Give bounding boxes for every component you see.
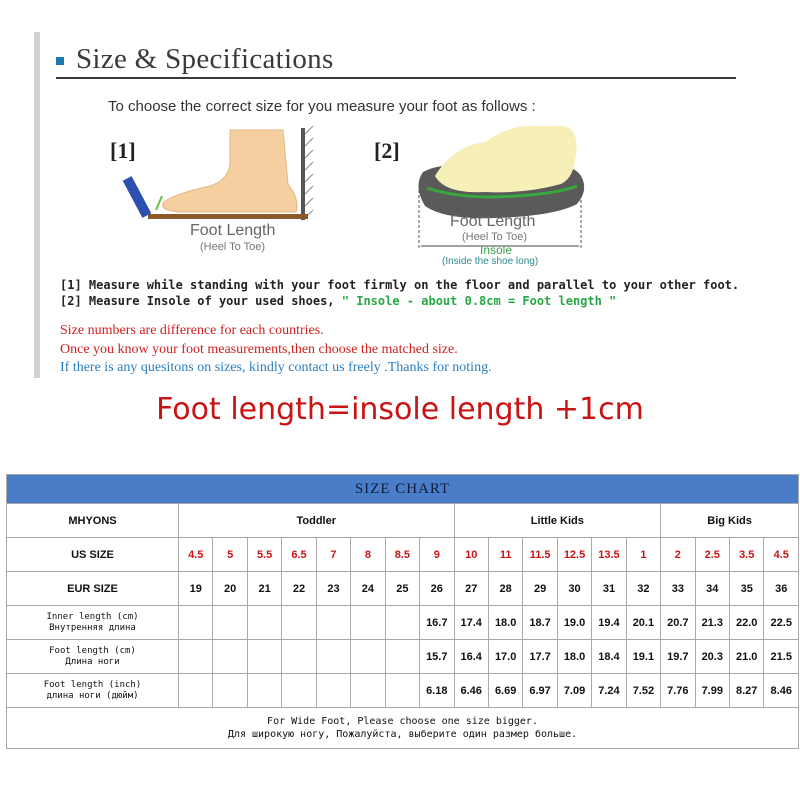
eur-size-cell: 33 <box>661 572 695 606</box>
us-size-cell: 4.5 <box>764 538 799 572</box>
note-countries: Size numbers are difference for each countries. <box>60 323 324 338</box>
inner-length-cell: 16.7 <box>420 606 454 640</box>
headline: Foot length=insole length +1cm <box>156 392 644 427</box>
foot-length-cm-cell: 15.7 <box>420 640 454 674</box>
foot-length-inch-cell <box>351 674 385 708</box>
inner-length-cell <box>213 606 247 640</box>
note-matched-size: Once you know your foot measurements,then choose the matched size. <box>60 342 458 357</box>
inner-length-cell: 18.7 <box>523 606 557 640</box>
us-size-cell: 13.5 <box>592 538 626 572</box>
foot-length-inch-label-ru: длина ноги (дюйм) <box>46 690 139 701</box>
eur-size-cell: 22 <box>282 572 316 606</box>
inner-length-cell: 17.4 <box>454 606 488 640</box>
foot-length-cm-cell <box>385 640 419 674</box>
spec-title-row <box>56 42 334 76</box>
inner-length-cell: 19.4 <box>592 606 626 640</box>
eur-size-cell: 21 <box>247 572 281 606</box>
us-size-cell: 11.5 <box>523 538 557 572</box>
foot-length-inch-cell <box>385 674 419 708</box>
foot-length-cm-cell <box>213 640 247 674</box>
inner-length-cell <box>179 606 213 640</box>
foot-length-cm-cell <box>282 640 316 674</box>
foot-length-inch-cell: 7.76 <box>661 674 695 708</box>
instruction-2 <box>60 294 616 308</box>
foot-length-inch-cell: 8.27 <box>730 674 764 708</box>
inner-length-cell: 22.5 <box>764 606 799 640</box>
inner-length-cell: 21.3 <box>695 606 729 640</box>
foot-length-cm-label <box>7 640 179 674</box>
us-size-cell: 6.5 <box>282 538 316 572</box>
spec-title: Size & Specifications <box>76 42 334 75</box>
foot-length-inch-cell: 6.46 <box>454 674 488 708</box>
inner-length-cell: 22.0 <box>730 606 764 640</box>
eur-size-cell: 32 <box>626 572 660 606</box>
title-bullet-icon <box>56 57 64 65</box>
eur-size-label: EUR SIZE <box>7 572 179 606</box>
us-size-cell: 2.5 <box>695 538 729 572</box>
size-chart-title: SIZE CHART <box>7 475 799 504</box>
eur-size-cell: 20 <box>213 572 247 606</box>
foot-length-cm-cell <box>179 640 213 674</box>
foot-length-cm-cell <box>247 640 281 674</box>
us-size-cell: 12.5 <box>557 538 591 572</box>
fig1-caption: Foot Length <box>190 222 276 239</box>
eur-size-cell: 36 <box>764 572 799 606</box>
foot-length-inch-cell: 7.09 <box>557 674 591 708</box>
footnote-ru: Для широкую ногу, Пожалуйста, выберите один размер больше. <box>227 729 578 740</box>
eur-size-cell: 35 <box>730 572 764 606</box>
foot-length-cm-cell: 19.1 <box>626 640 660 674</box>
note-contact: If there is any quesitons on sizes, kindly contact us freely .Thanks for noting. <box>60 360 492 375</box>
footnote-en: For Wide Foot, Please choose one size bigger. <box>267 716 538 727</box>
inner-length-cell: 18.0 <box>488 606 522 640</box>
us-size-cell: 1 <box>626 538 660 572</box>
eur-size-cell: 25 <box>385 572 419 606</box>
foot-length-inch-cell: 7.24 <box>592 674 626 708</box>
foot-length-inch-label <box>7 674 179 708</box>
foot-length-cm-cell: 18.4 <box>592 640 626 674</box>
eur-size-cell: 24 <box>351 572 385 606</box>
us-size-cell: 8 <box>351 538 385 572</box>
fig1-subcaption: (Heel To Toe) <box>200 241 266 253</box>
eur-size-cell: 28 <box>488 572 522 606</box>
foot-length-inch-cell: 6.69 <box>488 674 522 708</box>
us-size-cell: 7 <box>316 538 350 572</box>
inner-length-cell <box>385 606 419 640</box>
eur-size-cell: 27 <box>454 572 488 606</box>
eur-size-cell: 26 <box>420 572 454 606</box>
group-big-kids: Big Kids <box>661 504 799 538</box>
us-size-cell: 5 <box>213 538 247 572</box>
inner-length-cell <box>247 606 281 640</box>
foot-length-cm-cell: 16.4 <box>454 640 488 674</box>
size-chart-footnote <box>7 708 799 749</box>
us-size-cell: 2 <box>661 538 695 572</box>
foot-length-inch-cell: 8.46 <box>764 674 799 708</box>
foot-length-inch-cell <box>316 674 350 708</box>
size-chart-table <box>6 474 799 749</box>
inner-length-cell <box>316 606 350 640</box>
group-little-kids: Little Kids <box>454 504 661 538</box>
foot-length-inch-cell <box>213 674 247 708</box>
foot-length-cm-cell: 21.0 <box>730 640 764 674</box>
foot-length-inch-cell: 7.52 <box>626 674 660 708</box>
foot-length-cm-cell: 17.7 <box>523 640 557 674</box>
eur-size-cell: 34 <box>695 572 729 606</box>
eur-size-cell: 30 <box>557 572 591 606</box>
inner-length-cell: 20.1 <box>626 606 660 640</box>
us-size-cell: 8.5 <box>385 538 419 572</box>
foot-length-inch-cell: 6.97 <box>523 674 557 708</box>
step2-label: [2] <box>374 138 400 163</box>
group-toddler: Toddler <box>179 504 455 538</box>
foot-length-inch-cell <box>179 674 213 708</box>
foot-length-inch-cell: 7.99 <box>695 674 729 708</box>
fig2-insole-label: Insole <box>480 243 513 257</box>
us-size-label: US SIZE <box>7 538 179 572</box>
inner-length-cell <box>351 606 385 640</box>
us-size-cell: 10 <box>454 538 488 572</box>
foot-length-cm-label-en: Foot length (cm) <box>49 645 136 656</box>
foot-length-cm-cell: 19.7 <box>661 640 695 674</box>
foot-length-cm-cell: 17.0 <box>488 640 522 674</box>
brand-label: MHYONS <box>7 504 179 538</box>
us-size-cell: 5.5 <box>247 538 281 572</box>
us-size-cell: 4.5 <box>179 538 213 572</box>
foot-length-cm-cell <box>351 640 385 674</box>
us-size-cell: 9 <box>420 538 454 572</box>
instruction-2-text: [2] Measure Insole of your used shoes, <box>60 294 335 308</box>
inner-length-label-ru: Внутренняя длина <box>49 622 136 633</box>
step1-label: [1] <box>110 138 136 163</box>
inner-length-cell <box>282 606 316 640</box>
fig2-caption: Foot Length <box>450 213 536 230</box>
inner-length-label-en: Inner length (cm) <box>46 611 139 622</box>
foot-length-inch-cell <box>282 674 316 708</box>
fig2-insole-sublabel: (Inside the shoe long) <box>442 256 539 267</box>
eur-size-cell: 19 <box>179 572 213 606</box>
foot-length-cm-cell <box>316 640 350 674</box>
foot-length-cm-cell: 18.0 <box>557 640 591 674</box>
foot-length-inch-cell <box>247 674 281 708</box>
instruction-2-highlight: " Insole - about 0.8cm = Foot length " <box>334 294 617 308</box>
eur-size-cell: 23 <box>316 572 350 606</box>
fig2-subcaption: (Heel To Toe) <box>462 231 528 243</box>
foot-length-cm-label-ru: Длина ноги <box>65 656 120 667</box>
inner-length-cell: 19.0 <box>557 606 591 640</box>
eur-size-cell: 31 <box>592 572 626 606</box>
eur-size-cell: 29 <box>523 572 557 606</box>
foot-length-inch-cell: 6.18 <box>420 674 454 708</box>
foot-length-cm-cell: 20.3 <box>695 640 729 674</box>
title-rule <box>56 77 736 79</box>
instruction-1: [1] Measure while standing with your foot firmly on the floor and parallel to your other foot. <box>60 278 740 292</box>
foot-length-inch-label-en: Foot length (inch) <box>43 679 142 690</box>
inner-length-cell: 20.7 <box>661 606 695 640</box>
us-size-cell: 11 <box>488 538 522 572</box>
foot-length-cm-cell: 21.5 <box>764 640 799 674</box>
us-size-cell: 3.5 <box>730 538 764 572</box>
spec-intro: To choose the correct size for you measure your foot as follows : <box>108 98 536 115</box>
inner-length-label <box>7 606 179 640</box>
